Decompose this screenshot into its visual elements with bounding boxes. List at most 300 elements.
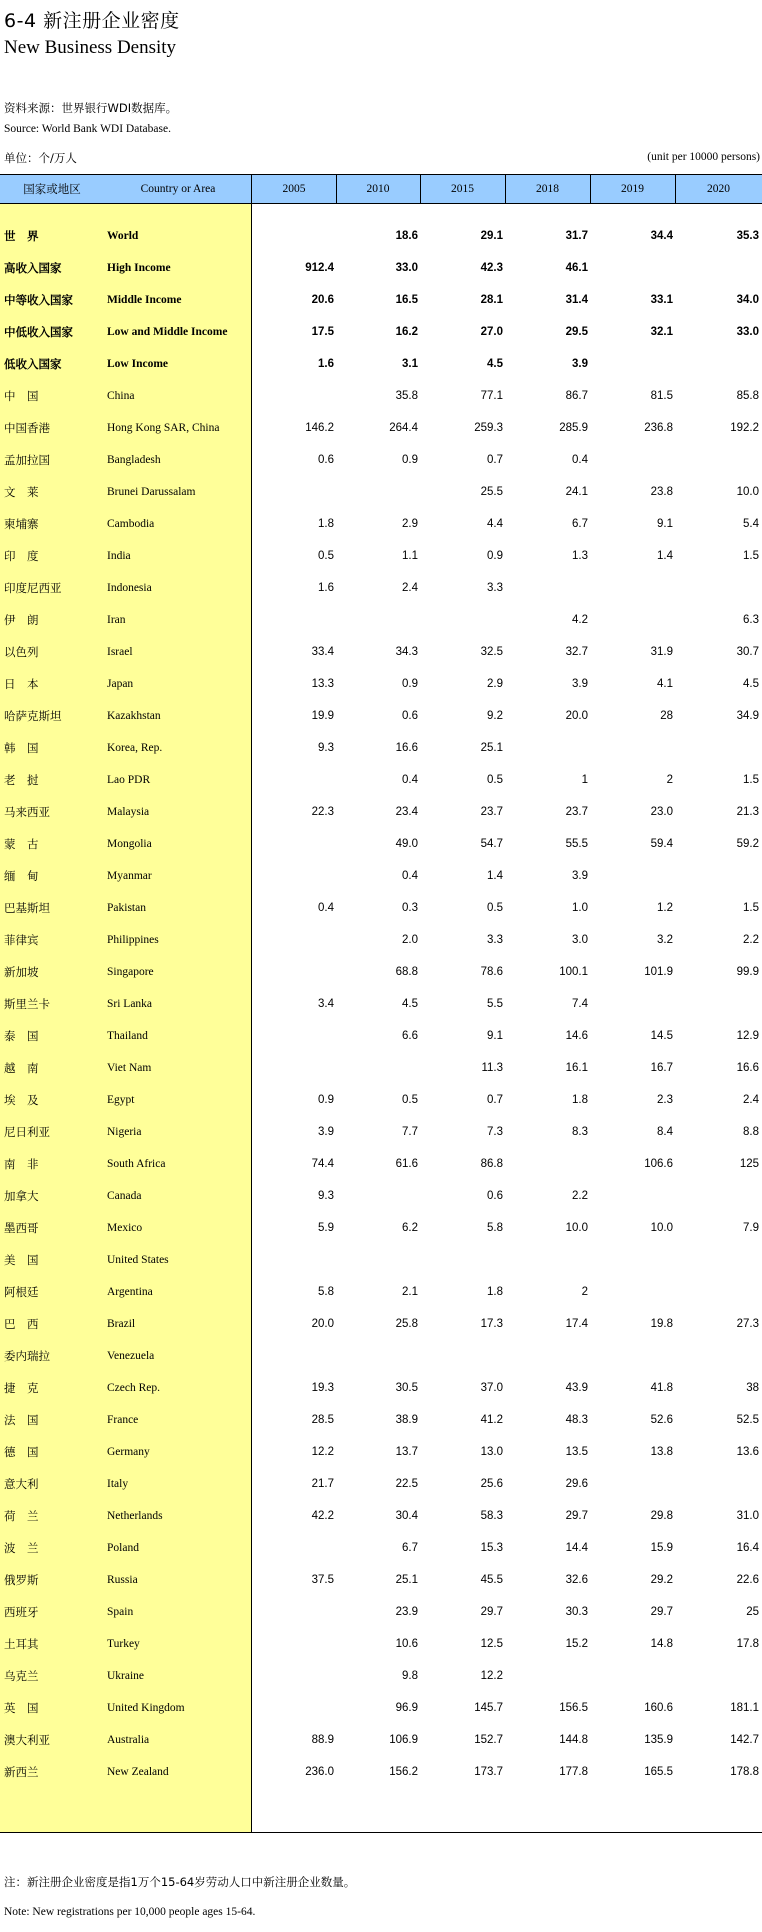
value-cell: 28 xyxy=(660,710,673,722)
table-row xyxy=(0,220,762,252)
region-name-en: United States xyxy=(107,1254,169,1266)
value-cell: 1.5 xyxy=(743,550,759,562)
value-cell: 12.5 xyxy=(480,1638,503,1650)
value-cell xyxy=(252,476,334,508)
value-cell: 16.7 xyxy=(650,1062,673,1074)
value-cell: 37.5 xyxy=(311,1574,334,1586)
value-cell: 9.1 xyxy=(657,518,673,530)
region-name-zh: 哈萨克斯坦 xyxy=(4,709,62,723)
value-cell: 1.5 xyxy=(743,902,759,914)
region-name-en: South Africa xyxy=(107,1158,166,1170)
value-cell: 81.5 xyxy=(650,390,673,402)
table-row xyxy=(0,1084,762,1116)
value-cell: 23.0 xyxy=(650,806,673,818)
value-cell: 125 xyxy=(739,1158,759,1170)
value-cell: 145.7 xyxy=(474,1702,503,1714)
table-row xyxy=(0,860,762,892)
value-cell xyxy=(675,732,759,764)
region-name-en: India xyxy=(107,550,131,562)
table-row xyxy=(0,1020,762,1052)
value-cell: 85.8 xyxy=(736,390,759,402)
region-name-zh: 蒙 古 xyxy=(4,837,39,851)
note-zh: 注：新注册企业密度是指1万个15-64岁劳动人口中新注册企业数量。 xyxy=(4,1875,356,1889)
value-cell: 42.3 xyxy=(480,262,503,274)
value-cell: 38 xyxy=(746,1382,759,1394)
value-cell xyxy=(590,1180,673,1212)
value-cell: 23.9 xyxy=(395,1606,418,1618)
table-row xyxy=(0,700,762,732)
header-region-zh: 国家或地区 xyxy=(23,182,81,196)
value-cell xyxy=(590,604,673,636)
value-cell: 29.7 xyxy=(480,1606,503,1618)
region-name-en: Mexico xyxy=(107,1222,143,1234)
value-cell: 5.5 xyxy=(487,998,503,1010)
region-name-zh: 老 挝 xyxy=(4,773,39,787)
value-cell: 1.4 xyxy=(487,870,503,882)
value-cell: 25.8 xyxy=(395,1318,418,1330)
region-name-en: Mongolia xyxy=(107,838,152,850)
value-cell: 3.4 xyxy=(318,998,334,1010)
value-cell: 17.8 xyxy=(736,1638,759,1650)
value-cell: 4.5 xyxy=(487,358,503,370)
table-row xyxy=(0,508,762,540)
value-cell: 9.3 xyxy=(318,1190,334,1202)
value-cell: 16.2 xyxy=(395,326,418,338)
region-name-zh: 俄罗斯 xyxy=(4,1573,39,1587)
value-cell xyxy=(590,572,673,604)
region-name-en: Spain xyxy=(107,1606,134,1618)
region-name-en: Argentina xyxy=(107,1286,153,1298)
value-cell: 5.9 xyxy=(318,1222,334,1234)
value-cell: 6.7 xyxy=(572,518,588,530)
region-name-zh: 美 国 xyxy=(4,1253,39,1267)
region-name-zh: 高收入国家 xyxy=(4,261,62,275)
value-cell: 1.4 xyxy=(657,550,673,562)
region-name-zh: 中低收入国家 xyxy=(4,325,73,339)
value-cell: 30.4 xyxy=(395,1510,418,1522)
header-year: 2019 xyxy=(621,183,644,195)
region-name-en: Canada xyxy=(107,1190,142,1202)
value-cell xyxy=(590,444,673,476)
value-cell: 173.7 xyxy=(474,1766,503,1778)
value-cell: 0.6 xyxy=(402,710,418,722)
value-cell xyxy=(505,1148,588,1180)
region-name-zh: 巴 西 xyxy=(4,1317,39,1331)
value-cell xyxy=(252,1628,334,1660)
value-cell xyxy=(675,988,759,1020)
value-cell: 264.4 xyxy=(389,422,418,434)
region-name-zh: 新西兰 xyxy=(4,1765,39,1779)
region-name-en: Pakistan xyxy=(107,902,146,914)
value-cell: 0.9 xyxy=(402,678,418,690)
region-name-zh: 缅 甸 xyxy=(4,869,39,883)
value-cell: 55.5 xyxy=(565,838,588,850)
value-cell: 14.4 xyxy=(565,1542,588,1554)
value-cell xyxy=(590,1340,673,1372)
value-cell: 32.1 xyxy=(650,326,673,338)
table-row xyxy=(0,732,762,764)
region-name-en: Ukraine xyxy=(107,1670,145,1682)
region-name-en: Indonesia xyxy=(107,582,152,594)
region-name-en: Israel xyxy=(107,646,133,658)
table-row xyxy=(0,1244,762,1276)
value-cell: 101.9 xyxy=(644,966,673,978)
table-row xyxy=(0,764,762,796)
table-row xyxy=(0,1500,762,1532)
value-cell xyxy=(590,732,673,764)
value-cell: 30.5 xyxy=(395,1382,418,1394)
value-cell xyxy=(590,860,673,892)
value-cell: 4.5 xyxy=(402,998,418,1010)
value-cell: 52.6 xyxy=(650,1414,673,1426)
region-name-zh: 荷 兰 xyxy=(4,1509,39,1523)
region-name-zh: 中 国 xyxy=(4,389,39,403)
value-cell: 29.1 xyxy=(480,230,503,242)
table-row xyxy=(0,252,762,284)
value-cell: 33.0 xyxy=(736,326,759,338)
table-row xyxy=(0,1532,762,1564)
value-cell: 31.7 xyxy=(565,230,588,242)
value-cell xyxy=(252,956,334,988)
value-cell: 10.6 xyxy=(395,1638,418,1650)
value-cell: 4.2 xyxy=(572,614,588,626)
table-row xyxy=(0,1564,762,1596)
value-cell: 14.5 xyxy=(650,1030,673,1042)
value-cell xyxy=(252,1244,334,1276)
value-cell: 29.8 xyxy=(650,1510,673,1522)
value-cell: 10.0 xyxy=(650,1222,673,1234)
value-cell: 1.6 xyxy=(318,582,334,594)
header-year: 2020 xyxy=(707,183,730,195)
region-name-en: Venezuela xyxy=(107,1350,155,1362)
value-cell: 42.2 xyxy=(311,1510,334,1522)
table-row xyxy=(0,988,762,1020)
region-name-zh: 墨西哥 xyxy=(4,1221,39,1235)
value-cell: 1.3 xyxy=(572,550,588,562)
value-cell: 28.5 xyxy=(311,1414,334,1426)
table-row xyxy=(0,476,762,508)
value-cell: 15.9 xyxy=(650,1542,673,1554)
value-cell: 29.7 xyxy=(650,1606,673,1618)
value-cell: 22.6 xyxy=(736,1574,759,1586)
region-name-zh: 伊 朗 xyxy=(4,613,39,627)
value-cell: 6.3 xyxy=(743,614,759,626)
value-cell: 23.7 xyxy=(480,806,503,818)
value-cell: 25.1 xyxy=(480,742,503,754)
column-divider xyxy=(505,174,506,204)
table-row xyxy=(0,1340,762,1372)
value-cell: 86.7 xyxy=(565,390,588,402)
value-cell: 45.5 xyxy=(480,1574,503,1586)
value-cell: 37.0 xyxy=(480,1382,503,1394)
value-cell: 1 xyxy=(581,774,588,786)
value-cell: 0.9 xyxy=(487,550,503,562)
value-cell: 8.8 xyxy=(743,1126,759,1138)
value-cell: 35.8 xyxy=(395,390,418,402)
value-cell: 13.6 xyxy=(736,1446,759,1458)
value-cell: 0.5 xyxy=(487,774,503,786)
value-cell: 33.4 xyxy=(311,646,334,658)
value-cell: 5.4 xyxy=(743,518,759,530)
value-cell: 7.3 xyxy=(487,1126,503,1138)
table-row xyxy=(0,1436,762,1468)
region-name-en: Brunei Darussalam xyxy=(107,486,196,498)
value-cell: 4.1 xyxy=(657,678,673,690)
value-cell: 33.1 xyxy=(650,294,673,306)
value-cell xyxy=(252,1692,334,1724)
value-cell xyxy=(336,1052,418,1084)
value-cell: 23.8 xyxy=(650,486,673,498)
table-row xyxy=(0,540,762,572)
region-name-zh: 捷 克 xyxy=(4,1381,39,1395)
value-cell: 8.4 xyxy=(657,1126,673,1138)
region-name-zh: 土耳其 xyxy=(4,1637,39,1651)
value-cell: 31.0 xyxy=(736,1510,759,1522)
value-cell: 27.0 xyxy=(480,326,503,338)
value-cell: 16.1 xyxy=(565,1062,588,1074)
value-cell: 78.6 xyxy=(480,966,503,978)
value-cell: 152.7 xyxy=(474,1734,503,1746)
value-cell xyxy=(252,220,334,252)
region-name-zh: 中国香港 xyxy=(4,421,50,435)
region-name-en: Russia xyxy=(107,1574,138,1586)
value-cell: 3.3 xyxy=(487,582,503,594)
table-row xyxy=(0,1596,762,1628)
value-cell: 68.8 xyxy=(395,966,418,978)
table-row xyxy=(0,956,762,988)
region-name-zh: 斯里兰卡 xyxy=(4,997,50,1011)
value-cell: 1.8 xyxy=(572,1094,588,1106)
value-cell: 9.8 xyxy=(402,1670,418,1682)
region-name-en: United Kingdom xyxy=(107,1702,185,1714)
value-cell: 29.6 xyxy=(565,1478,588,1490)
value-cell: 2.3 xyxy=(657,1094,673,1106)
value-cell: 0.4 xyxy=(572,454,588,466)
value-cell: 2.9 xyxy=(487,678,503,690)
value-cell: 59.2 xyxy=(736,838,759,850)
value-cell: 23.4 xyxy=(395,806,418,818)
region-name-zh: 英 国 xyxy=(4,1701,39,1715)
table-row xyxy=(0,1692,762,1724)
value-cell: 88.9 xyxy=(311,1734,334,1746)
value-cell xyxy=(505,1244,588,1276)
value-cell: 28.1 xyxy=(480,294,503,306)
table-row xyxy=(0,1276,762,1308)
value-cell: 13.7 xyxy=(395,1446,418,1458)
region-name-en: Australia xyxy=(107,1734,150,1746)
value-cell: 14.6 xyxy=(565,1030,588,1042)
value-cell: 2.4 xyxy=(402,582,418,594)
region-name-zh: 日 本 xyxy=(4,677,39,691)
value-cell: 86.8 xyxy=(480,1158,503,1170)
value-cell: 1.2 xyxy=(657,902,673,914)
value-cell: 13.3 xyxy=(311,678,334,690)
region-name-en: Japan xyxy=(107,678,134,690)
header-region-en: Country or Area xyxy=(140,183,216,195)
value-cell xyxy=(675,1660,759,1692)
value-cell: 2.4 xyxy=(743,1094,759,1106)
value-cell: 0.5 xyxy=(318,550,334,562)
value-cell: 912.4 xyxy=(305,262,334,274)
value-cell xyxy=(252,924,334,956)
region-name-en: Brazil xyxy=(107,1318,136,1330)
value-cell xyxy=(252,828,334,860)
value-cell: 12.2 xyxy=(480,1670,503,1682)
region-name-en: Iran xyxy=(107,614,126,626)
value-cell: 11.3 xyxy=(481,1062,503,1074)
table-row xyxy=(0,1404,762,1436)
value-cell: 13.8 xyxy=(650,1446,673,1458)
value-cell: 19.3 xyxy=(311,1382,334,1394)
value-cell xyxy=(505,1340,588,1372)
value-cell: 16.4 xyxy=(736,1542,759,1554)
value-cell: 4.5 xyxy=(743,678,759,690)
value-cell: 2.2 xyxy=(743,934,759,946)
value-cell: 5.8 xyxy=(318,1286,334,1298)
value-cell: 17.5 xyxy=(311,326,334,338)
region-name-zh: 柬埔寨 xyxy=(4,517,39,531)
value-cell: 9.3 xyxy=(318,742,334,754)
region-name-en: Thailand xyxy=(107,1030,148,1042)
value-cell: 3.0 xyxy=(572,934,588,946)
table-row xyxy=(0,1372,762,1404)
table-row xyxy=(0,924,762,956)
value-cell xyxy=(590,1244,673,1276)
region-name-en: Low Income xyxy=(107,358,169,370)
value-cell: 0.9 xyxy=(402,454,418,466)
value-cell: 156.2 xyxy=(389,1766,418,1778)
value-cell: 29.2 xyxy=(650,1574,673,1586)
region-name-zh: 印度尼西亚 xyxy=(4,581,62,595)
value-cell: 1.8 xyxy=(318,518,334,530)
value-cell: 27.3 xyxy=(736,1318,759,1330)
value-cell: 16.6 xyxy=(395,742,418,754)
value-cell: 16.6 xyxy=(736,1062,759,1074)
value-cell: 30.7 xyxy=(736,646,759,658)
region-name-zh: 阿根廷 xyxy=(4,1285,39,1299)
value-cell: 0.5 xyxy=(487,902,503,914)
table-row xyxy=(0,636,762,668)
column-divider xyxy=(590,174,591,204)
value-cell: 22.5 xyxy=(395,1478,418,1490)
value-cell: 0.5 xyxy=(402,1094,418,1106)
value-cell: 1.6 xyxy=(318,358,334,370)
table-row xyxy=(0,1052,762,1084)
value-cell xyxy=(675,252,759,284)
value-cell: 3.2 xyxy=(657,934,673,946)
region-name-en: Netherlands xyxy=(107,1510,163,1522)
value-cell: 0.6 xyxy=(318,454,334,466)
value-cell xyxy=(252,1020,334,1052)
table-bottom-border xyxy=(0,1832,762,1833)
table-row xyxy=(0,892,762,924)
value-cell xyxy=(252,380,334,412)
value-cell: 142.7 xyxy=(730,1734,759,1746)
value-cell xyxy=(420,604,503,636)
value-cell: 19.9 xyxy=(311,710,334,722)
region-name-en: Viet Nam xyxy=(107,1062,152,1074)
value-cell: 38.9 xyxy=(395,1414,418,1426)
value-cell xyxy=(675,860,759,892)
value-cell: 34.4 xyxy=(650,230,673,242)
table-row xyxy=(0,828,762,860)
value-cell: 3.9 xyxy=(318,1126,334,1138)
value-cell xyxy=(590,1468,673,1500)
value-cell: 2.0 xyxy=(402,934,418,946)
value-cell: 0.7 xyxy=(487,1094,503,1106)
value-cell: 165.5 xyxy=(644,1766,673,1778)
value-cell: 18.6 xyxy=(395,230,418,242)
source-en: Source: World Bank WDI Database. xyxy=(4,123,171,135)
region-name-zh: 孟加拉国 xyxy=(4,453,50,467)
header-year: 2018 xyxy=(536,183,559,195)
value-cell: 259.3 xyxy=(474,422,503,434)
value-cell xyxy=(252,1340,334,1372)
value-cell: 25.1 xyxy=(395,1574,418,1586)
value-cell xyxy=(336,1340,418,1372)
value-cell: 4.4 xyxy=(487,518,503,530)
value-cell: 9.2 xyxy=(487,710,503,722)
value-cell: 52.5 xyxy=(736,1414,759,1426)
table-row xyxy=(0,284,762,316)
region-name-en: Poland xyxy=(107,1542,139,1554)
region-name-zh: 加拿大 xyxy=(4,1189,39,1203)
region-name-zh: 意大利 xyxy=(4,1477,39,1491)
value-cell: 100.1 xyxy=(559,966,588,978)
value-cell: 236.8 xyxy=(644,422,673,434)
table-row xyxy=(0,1180,762,1212)
region-name-zh: 西班牙 xyxy=(4,1605,39,1619)
value-cell: 54.7 xyxy=(480,838,503,850)
value-cell: 25 xyxy=(746,1606,759,1618)
header-year: 2010 xyxy=(366,183,390,195)
value-cell: 0.9 xyxy=(318,1094,334,1106)
value-cell: 12.9 xyxy=(736,1030,759,1042)
value-cell: 8.3 xyxy=(572,1126,588,1138)
value-cell: 43.9 xyxy=(565,1382,588,1394)
value-cell: 1.0 xyxy=(572,902,588,914)
value-cell: 23.7 xyxy=(565,806,588,818)
value-cell: 13.0 xyxy=(480,1446,503,1458)
table-row xyxy=(0,1468,762,1500)
region-name-zh: 乌克兰 xyxy=(4,1669,39,1683)
value-cell: 106.9 xyxy=(389,1734,418,1746)
value-cell: 3.1 xyxy=(402,358,418,370)
table-row xyxy=(0,1660,762,1692)
value-cell xyxy=(590,252,673,284)
value-cell xyxy=(675,1468,759,1500)
value-cell: 41.8 xyxy=(650,1382,673,1394)
value-cell: 3.9 xyxy=(572,358,588,370)
table-row xyxy=(0,316,762,348)
value-cell: 16.5 xyxy=(395,294,418,306)
region-name-en: High Income xyxy=(107,262,171,274)
value-cell: 160.6 xyxy=(644,1702,673,1714)
value-cell: 6.7 xyxy=(402,1542,418,1554)
region-name-zh: 文 莱 xyxy=(4,485,39,499)
value-cell xyxy=(252,764,334,796)
value-cell: 34.0 xyxy=(736,294,759,306)
value-cell: 20.6 xyxy=(311,294,334,306)
value-cell: 20.0 xyxy=(311,1318,334,1330)
column-divider xyxy=(336,174,337,204)
region-name-en: Lao PDR xyxy=(107,774,151,786)
value-cell: 0.7 xyxy=(487,454,503,466)
header-year: 2005 xyxy=(282,183,306,195)
value-cell: 17.3 xyxy=(480,1318,503,1330)
region-name-zh: 以色列 xyxy=(4,645,39,659)
region-name-en: Sri Lanka xyxy=(107,998,153,1010)
